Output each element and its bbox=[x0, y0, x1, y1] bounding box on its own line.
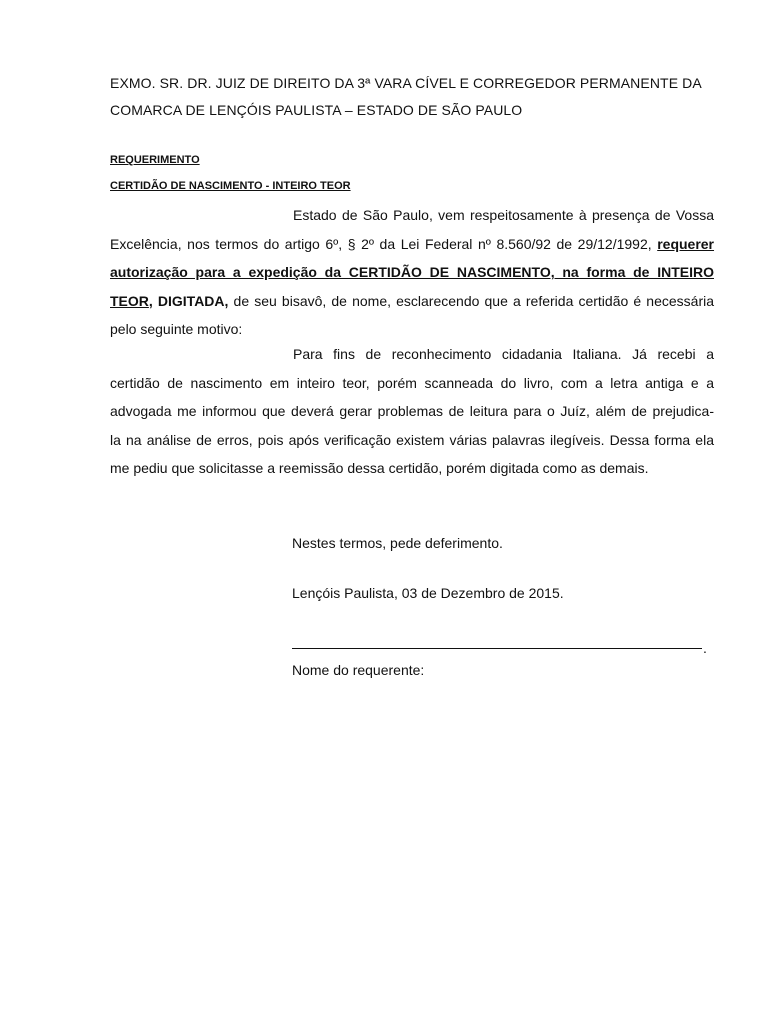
paragraph-1-line-4 bbox=[110, 287, 714, 316]
signature-line-dot: . bbox=[703, 640, 707, 656]
paragraph-1 bbox=[110, 201, 714, 344]
applicant-name-label: Nome do requerente: bbox=[292, 662, 425, 678]
title-certidao: CERTIDÃO DE NASCIMENTO - INTEIRO TEOR bbox=[110, 180, 351, 192]
paragraph-1-line-1: Estado de São Paulo, vem respeitosamente à presença de Vossa bbox=[293, 207, 714, 223]
closing-request: Nestes termos, pede deferimento. bbox=[292, 535, 503, 551]
teor-emphasis: TEOR bbox=[110, 292, 149, 309]
paragraph-1-line-3: autorização para a expedição da CERTIDÃO DE NASCIMENTO, na forma de INTEIRO bbox=[110, 264, 714, 280]
paragraph-2-line-1: Para fins de reconhecimento cidadania Italiana. Já recebi a bbox=[293, 346, 714, 362]
digitada-emphasis: , DIGITADA, bbox=[148, 292, 229, 309]
paragraph-2-line-3: advogada me informou que deverá gerar problemas de leitura para o Juíz, além de prejudica- bbox=[110, 403, 714, 419]
paragraph-1-line-4-text: de seu bisavô, de nome, esclarecendo que a referida certidão é necessária bbox=[233, 292, 715, 309]
paragraph-2-line-5: me pediu que solicitasse a reemissão dessa certidão, porém digitada como as demais. bbox=[110, 460, 649, 476]
place-and-date: Lençóis Paulista, 03 de Dezembro de 2015. bbox=[292, 585, 564, 601]
paragraph-1-line-2 bbox=[110, 230, 714, 259]
paragraph-1-line-5: pelo seguinte motivo: bbox=[110, 321, 243, 337]
addressee-header bbox=[110, 70, 716, 124]
paragraph-2-line-4: la na análise de erros, pois após verificação existem várias palavras ilegíveis. Dessa forma ela bbox=[110, 431, 714, 448]
signature-line bbox=[292, 648, 702, 649]
requerer-emphasis: requerer bbox=[657, 235, 715, 252]
title-requerimento: REQUERIMENTO bbox=[110, 154, 200, 166]
paragraph-2 bbox=[110, 340, 714, 483]
paragraph-2-line-2: certidão de nascimento em inteiro teor, porém scanneada do livro, com a letra antiga e a bbox=[110, 374, 714, 391]
header-line-2: COMARCA DE LENÇÓIS PAULISTA – ESTADO DE SÃO PAULO bbox=[110, 102, 523, 118]
paragraph-1-line-2-text: Excelência, nos termos do artigo 6º, § 2º da Lei Federal nº 8.560/92 de 29/12/1992, bbox=[110, 235, 652, 252]
header-line-1: EXMO. SR. DR. JUIZ DE DIREITO DA 3ª VARA CÍVEL E CORREGEDOR PERMANENTE DA bbox=[110, 75, 702, 91]
